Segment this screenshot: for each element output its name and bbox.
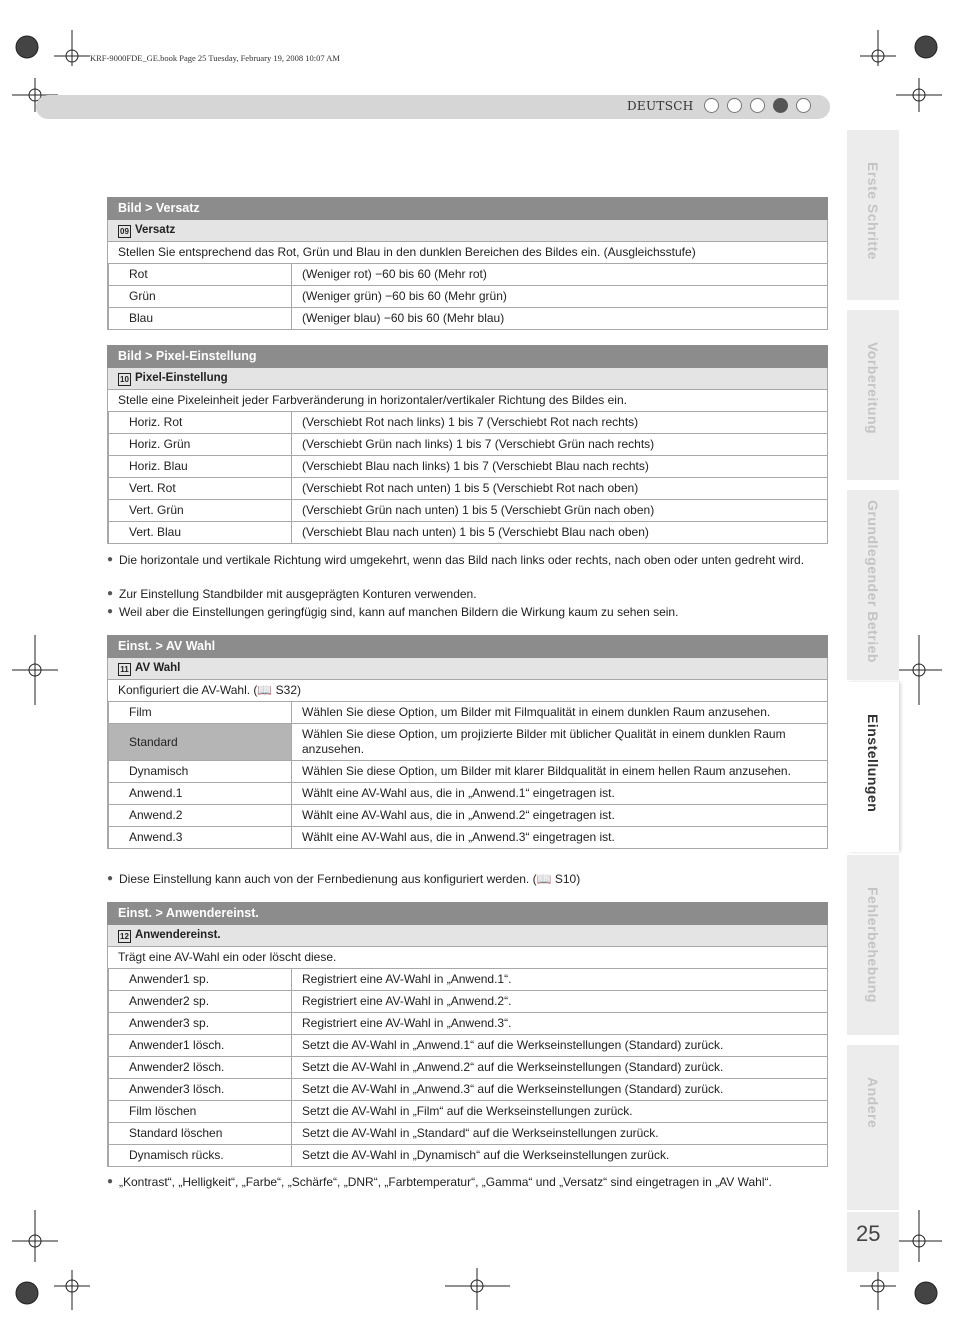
- side-tab-label: Vorbereitung: [865, 342, 881, 435]
- option-desc: Wählen Sie diese Option, um projizierte Bilder mit üblicher Qualität in einem dunklen Raum anzusehen.: [292, 724, 828, 761]
- option-desc: (Weniger blau) −60 bis 60 (Mehr blau): [292, 308, 828, 330]
- option-name: Anwender1 lösch.: [109, 1035, 292, 1057]
- indicator-dot-active: [773, 98, 788, 113]
- item-number: 10: [118, 373, 131, 386]
- table-row: [108, 1013, 828, 1035]
- subsection-label: AV Wahl: [135, 662, 181, 674]
- option-desc: Setzt die AV-Wahl in „Anwend.1“ auf die Werkseinstellungen (Standard) zurück.: [292, 1035, 828, 1057]
- subsection-label: Anwendereinst.: [135, 929, 221, 941]
- option-name: Vert. Blau: [109, 522, 292, 544]
- option-desc: Setzt die AV-Wahl in „Standard“ auf die Werkseinstellungen zurück.: [292, 1123, 828, 1145]
- option-desc: Wählen Sie diese Option, um Bilder mit Filmqualität in einem dunklen Raum anzusehen.: [292, 702, 828, 724]
- option-name: Anwend.1: [109, 783, 292, 805]
- side-tab-erste-schritte[interactable]: [847, 130, 899, 300]
- table-row: [108, 478, 828, 500]
- table-row: [108, 1079, 828, 1101]
- option-desc: (Weniger rot) −60 bis 60 (Mehr rot): [292, 264, 828, 286]
- table-row: [108, 761, 828, 783]
- section-indicator: [704, 98, 811, 113]
- table-row: [108, 702, 828, 724]
- option-desc: Setzt die AV-Wahl in „Film“ auf die Werkseinstellungen zurück.: [292, 1101, 828, 1123]
- option-desc: Setzt die AV-Wahl in „Anwend.3“ auf die Werkseinstellungen (Standard) zurück.: [292, 1079, 828, 1101]
- note-bullet: ● Diese Einstellung kann auch von der Fernbedienung aus konfiguriert werden. (📖 S10): [107, 871, 828, 887]
- section-description: Stellen Sie entsprechend das Rot, Grün und Blau in den dunklen Bereichen des Bildes ein. (Ausgleichsstufe): [108, 242, 828, 264]
- option-desc: Registriert eine AV-Wahl in „Anwend.3“.: [292, 1013, 828, 1035]
- subsection-title: [108, 925, 828, 947]
- table-row: [108, 264, 828, 286]
- side-tab-fehlerbehebung[interactable]: [847, 855, 899, 1035]
- side-tab-grundlegender-betrieb[interactable]: [847, 490, 899, 680]
- subsection-title: [108, 368, 828, 390]
- option-name: Anwender3 lösch.: [109, 1079, 292, 1101]
- option-name: Anwend.2: [109, 805, 292, 827]
- side-tab-vorbereitung[interactable]: [847, 310, 899, 480]
- option-desc: Wählen Sie diese Option, um Bilder mit klarer Bildqualität in einem hellen Raum anzusehen.: [292, 761, 828, 783]
- option-name: Film: [109, 702, 292, 724]
- indicator-dot: [727, 98, 742, 113]
- option-desc: Registriert eine AV-Wahl in „Anwend.2“.: [292, 991, 828, 1013]
- indicator-dot: [704, 98, 719, 113]
- note-bullet: ● Zur Einstellung Standbilder mit ausgeprägten Konturen verwenden.: [107, 586, 828, 602]
- section-description: Konfiguriert die AV-Wahl. (📖 S32): [108, 680, 828, 702]
- side-tab-label: Fehlerbehebung: [865, 887, 881, 1003]
- table-row: [108, 412, 828, 434]
- option-desc: Setzt die AV-Wahl in „Anwend.2“ auf die Werkseinstellungen (Standard) zurück.: [292, 1057, 828, 1079]
- option-desc: (Verschiebt Rot nach unten) 1 bis 5 (Verschiebt Rot nach oben): [292, 478, 828, 500]
- option-name: Dynamisch rücks.: [109, 1145, 292, 1167]
- section-description: Stelle eine Pixeleinheit jeder Farbveränderung in horizontaler/vertikaler Richtung des Bildes ein.: [108, 390, 828, 412]
- table-row: [108, 783, 828, 805]
- table-row: [108, 827, 828, 849]
- option-desc: (Weniger grün) −60 bis 60 (Mehr grün): [292, 286, 828, 308]
- side-tab-einstellungen[interactable]: [847, 682, 899, 852]
- option-desc: (Verschiebt Grün nach links) 1 bis 7 (Verschiebt Grün nach rechts): [292, 434, 828, 456]
- table-row: [108, 522, 828, 544]
- option-name: Horiz. Grün: [109, 434, 292, 456]
- option-desc: (Verschiebt Grün nach unten) 1 bis 5 (Verschiebt Grün nach oben): [292, 500, 828, 522]
- option-desc: Wählt eine AV-Wahl aus, die in „Anwend.2“ eingetragen ist.: [292, 805, 828, 827]
- option-name: Anwender3 sp.: [109, 1013, 292, 1035]
- table-row: [108, 286, 828, 308]
- option-name: Anwend.3: [109, 827, 292, 849]
- option-name: Blau: [109, 308, 292, 330]
- option-name-default: Standard: [109, 724, 292, 761]
- table-row: [108, 805, 828, 827]
- table-row: [108, 1057, 828, 1079]
- subsection-title: [108, 658, 828, 680]
- table-row: [108, 1101, 828, 1123]
- option-desc: Wählt eine AV-Wahl aus, die in „Anwend.3“ eingetragen ist.: [292, 827, 828, 849]
- table-row: [108, 308, 828, 330]
- side-tab-label: Einstellungen: [865, 714, 881, 813]
- option-desc: (Verschiebt Blau nach unten) 1 bis 5 (Verschiebt Blau nach oben): [292, 522, 828, 544]
- side-tab-label: Erste Schritte: [865, 162, 881, 261]
- option-name: Dynamisch: [109, 761, 292, 783]
- table-row: [108, 1123, 828, 1145]
- note-bullet: ● Die horizontale und vertikale Richtung wird umgekehrt, wenn das Bild nach links oder rechts, nach oben oder unten gedreht wird.: [107, 552, 828, 568]
- section-title: Bild > Versatz: [108, 198, 828, 220]
- option-desc: (Verschiebt Rot nach links) 1 bis 7 (Verschiebt Rot nach rechts): [292, 412, 828, 434]
- note-bullet: ● Weil aber die Einstellungen geringfügig sind, kann auf manchen Bildern die Wirkung kaum zu sehen sein.: [107, 604, 828, 620]
- option-desc: Registriert eine AV-Wahl in „Anwend.1“.: [292, 969, 828, 991]
- item-number: 12: [118, 930, 131, 943]
- option-desc: Setzt die AV-Wahl in „Dynamisch“ auf die Werkseinstellungen zurück.: [292, 1145, 828, 1167]
- option-desc: Wählt eine AV-Wahl aus, die in „Anwend.1“ eingetragen ist.: [292, 783, 828, 805]
- subsection-label: Versatz: [135, 224, 176, 236]
- option-desc: (Verschiebt Blau nach links) 1 bis 7 (Verschiebt Blau nach rechts): [292, 456, 828, 478]
- option-name: Vert. Rot: [109, 478, 292, 500]
- table-row: [108, 991, 828, 1013]
- option-name: Standard löschen: [109, 1123, 292, 1145]
- item-number: 11: [118, 663, 131, 676]
- indicator-dot: [750, 98, 765, 113]
- indicator-dot: [796, 98, 811, 113]
- table-row: [108, 500, 828, 522]
- table-av-wahl: [107, 635, 828, 849]
- table-row: [108, 969, 828, 991]
- side-tab-label: Grundlegender Betrieb: [865, 500, 881, 663]
- option-name: Film löschen: [109, 1101, 292, 1123]
- table-row: [108, 434, 828, 456]
- side-tab-andere[interactable]: [847, 1045, 899, 1210]
- section-title: Bild > Pixel-Einstellung: [108, 346, 828, 368]
- option-name: Anwender2 lösch.: [109, 1057, 292, 1079]
- option-name: Rot: [109, 264, 292, 286]
- language-label: DEUTSCH: [627, 99, 694, 113]
- option-name: Grün: [109, 286, 292, 308]
- item-number: 09: [118, 225, 131, 238]
- table-row: [108, 1035, 828, 1057]
- table-row: [108, 1145, 828, 1167]
- option-name: Anwender1 sp.: [109, 969, 292, 991]
- table-row: [108, 456, 828, 478]
- side-tab-label: Andere: [865, 1077, 881, 1129]
- subsection-label: Pixel-Einstellung: [135, 372, 228, 384]
- option-name: Anwender2 sp.: [109, 991, 292, 1013]
- note-bullet: ● „Kontrast“, „Helligkeit“, „Farbe“, „Schärfe“, „DNR“, „Farbtemperatur“, „Gamma“ und „Versatz“ sind eingetragen in „AV Wahl“.: [107, 1174, 828, 1190]
- section-title: Einst. > Anwendereinst.: [108, 903, 828, 925]
- option-name: Vert. Grün: [109, 500, 292, 522]
- page-number: 25: [856, 1221, 881, 1246]
- subsection-title: [108, 220, 828, 242]
- file-info: KRF-9000FDE_GE.book Page 25 Tuesday, February 19, 2008 10:07 AM: [90, 53, 340, 63]
- table-versatz: [107, 197, 828, 330]
- option-name: Horiz. Rot: [109, 412, 292, 434]
- table-pixel-einstellung: [107, 345, 828, 544]
- table-anwendereinst: [107, 902, 828, 1167]
- section-description: Trägt eine AV-Wahl ein oder löscht diese.: [108, 947, 828, 969]
- section-title: Einst. > AV Wahl: [108, 636, 828, 658]
- option-name: Horiz. Blau: [109, 456, 292, 478]
- table-row: [108, 724, 828, 761]
